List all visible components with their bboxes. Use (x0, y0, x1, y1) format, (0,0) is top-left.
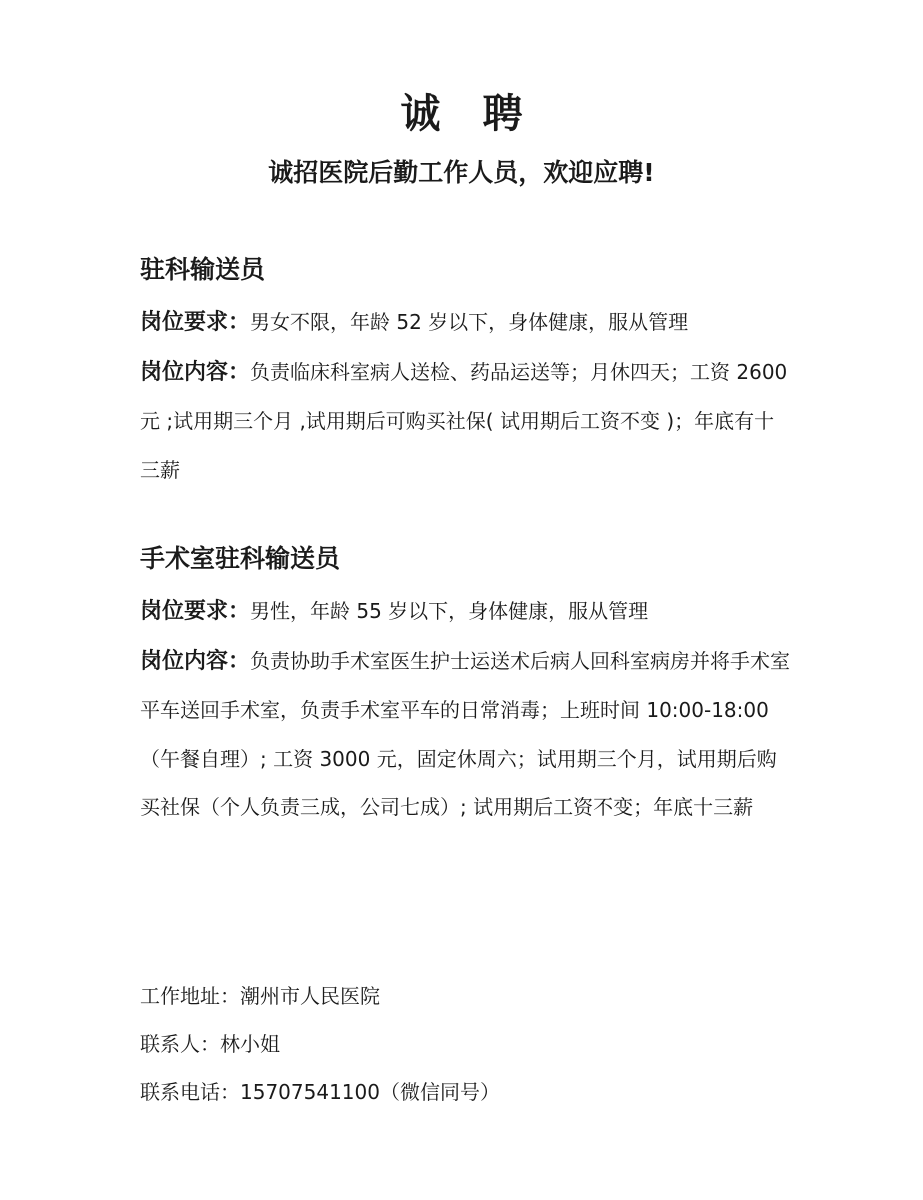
position-title: 驻科输送员 (140, 255, 266, 284)
contact-phone: 联系电话：15707541100（微信同号） (140, 1080, 500, 1104)
content-label: 岗位内容： (140, 359, 251, 385)
content-text: 负责协助手术室医生护士运送术后病人回科室病房并将手术室平车送回手术室，负责手术室平车的日常消毒；上班时间 10:00-18:00（午餐自理）; 工资 3000 元，固定休周六；试用期三个月，试用期后购买社保（个人负责三成，公司七成）; 试用期后工资不变；年底十三薪 (140, 648, 791, 819)
position-requirements (140, 587, 790, 637)
position-content (140, 348, 790, 495)
position-title: 手术室驻科输送员 (140, 544, 341, 573)
position-content (140, 637, 790, 832)
content-label: 岗位内容： (140, 648, 251, 674)
requirements-label: 岗位要求： (140, 310, 251, 335)
position-or-transporter (140, 539, 790, 832)
page-subtitle: 诚招医院后勤工作人员，欢迎应聘! (268, 158, 655, 187)
requirements-text: 男性，年龄 55 岁以下，身体健康，服从管理 (250, 599, 649, 623)
position-requirements (140, 298, 790, 348)
contact-info (140, 972, 790, 1116)
requirements-label: 岗位要求： (140, 599, 251, 624)
content-text: 负责临床科室病人送检、药品运送等；月休四天；工资 2600 元 ;试用期三个月 ,试用期后可购买社保( 试用期后工资不变 )；年底有十三薪 (140, 359, 788, 482)
requirements-text: 男女不限，年龄 52 岁以下，身体健康，服从管理 (250, 310, 689, 334)
contact-person: 联系人：林小姐 (140, 1032, 280, 1056)
work-address: 工作地址：潮州市人民医院 (140, 984, 380, 1008)
page-title: 诚 聘 (400, 91, 537, 137)
position-transporter (140, 250, 790, 494)
